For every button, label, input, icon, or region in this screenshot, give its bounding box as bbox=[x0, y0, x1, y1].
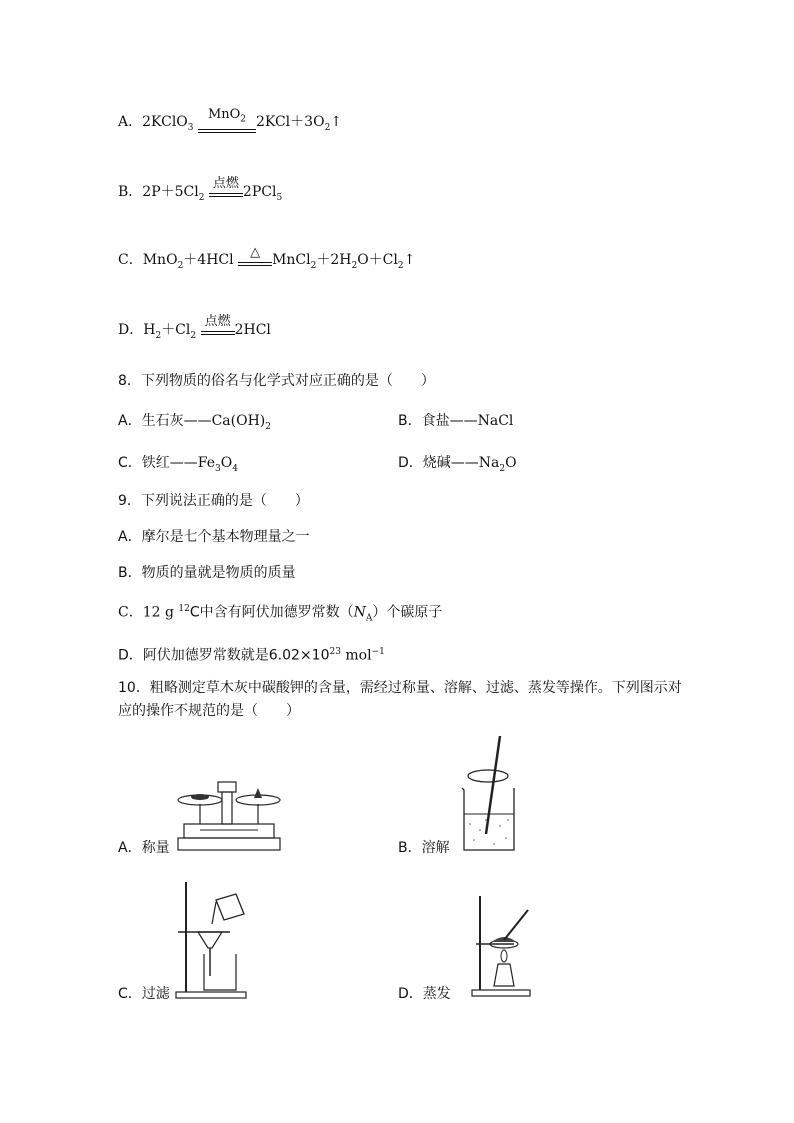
dissolving-figure bbox=[456, 734, 522, 854]
q10-stem-line2: 应的操作不规范的是（ ） bbox=[118, 703, 300, 719]
q10-stem-line1: 10．粗略测定草木灰中碳酸钾的含量，需经过称量、溶解、过滤、蒸发等操作。下列图示对 bbox=[118, 680, 682, 696]
reaction-condition: △ bbox=[238, 246, 272, 266]
q9-option-d: D．阿伏加德罗常数就是$6.02\times 10^{23}$ mol$^{-1}$ bbox=[118, 647, 385, 664]
q9-option-a: A．摩尔是七个基本物理量之一 bbox=[118, 529, 310, 545]
q10-option-c: C．过滤 bbox=[118, 986, 170, 1002]
q10-option-a: A．称量 bbox=[118, 840, 170, 856]
q7-option-b: B．$2P+5Cl_2$ 点燃 2PCl$_5$ bbox=[118, 176, 283, 203]
q7-option-d: D．$H_2+Cl_2$ 点燃 2HCl bbox=[118, 314, 271, 341]
q8-option-b: B．食盐——NaCl bbox=[398, 413, 514, 429]
q8-option-a: A．生石灰$——Ca(OH)_2$ bbox=[118, 413, 271, 432]
evaporation-figure bbox=[470, 894, 540, 998]
reaction-condition: 点燃 bbox=[201, 315, 235, 335]
q7-option-c: C．MnO$_2$＋4HCl △ $MnCl_2+2H_2O+Cl_2↑$ bbox=[118, 245, 416, 271]
balance-figure bbox=[170, 778, 288, 852]
q10-option-b: B．溶解 bbox=[398, 840, 450, 856]
q9-option-c: C．12 g $^{12}$C中含有阿伏加德罗常数$(N_A)$个碳原子 bbox=[118, 604, 443, 624]
q10-option-d: D．蒸发 bbox=[398, 986, 451, 1002]
q8-stem: 8．下列物质的俗名与化学式对应正确的是（ ） bbox=[118, 373, 435, 389]
q9-stem: 9．下列说法正确的是（ ） bbox=[118, 493, 309, 509]
q9-option-b: B．物质的量就是物质的质量 bbox=[118, 565, 296, 581]
q8-option-d: D．烧碱$——Na_2O$ bbox=[398, 455, 517, 474]
filtration-figure bbox=[172, 880, 262, 1000]
reaction-condition: 点燃 bbox=[209, 177, 243, 197]
reaction-condition: MnO$_2$ bbox=[198, 108, 256, 133]
q7-option-a: A．2KClO$_3$ MnO$_2$ $2KCl+3O_2↑$ bbox=[118, 107, 343, 133]
q8-option-c: C．铁红$——Fe_3O_4$ bbox=[118, 455, 238, 474]
